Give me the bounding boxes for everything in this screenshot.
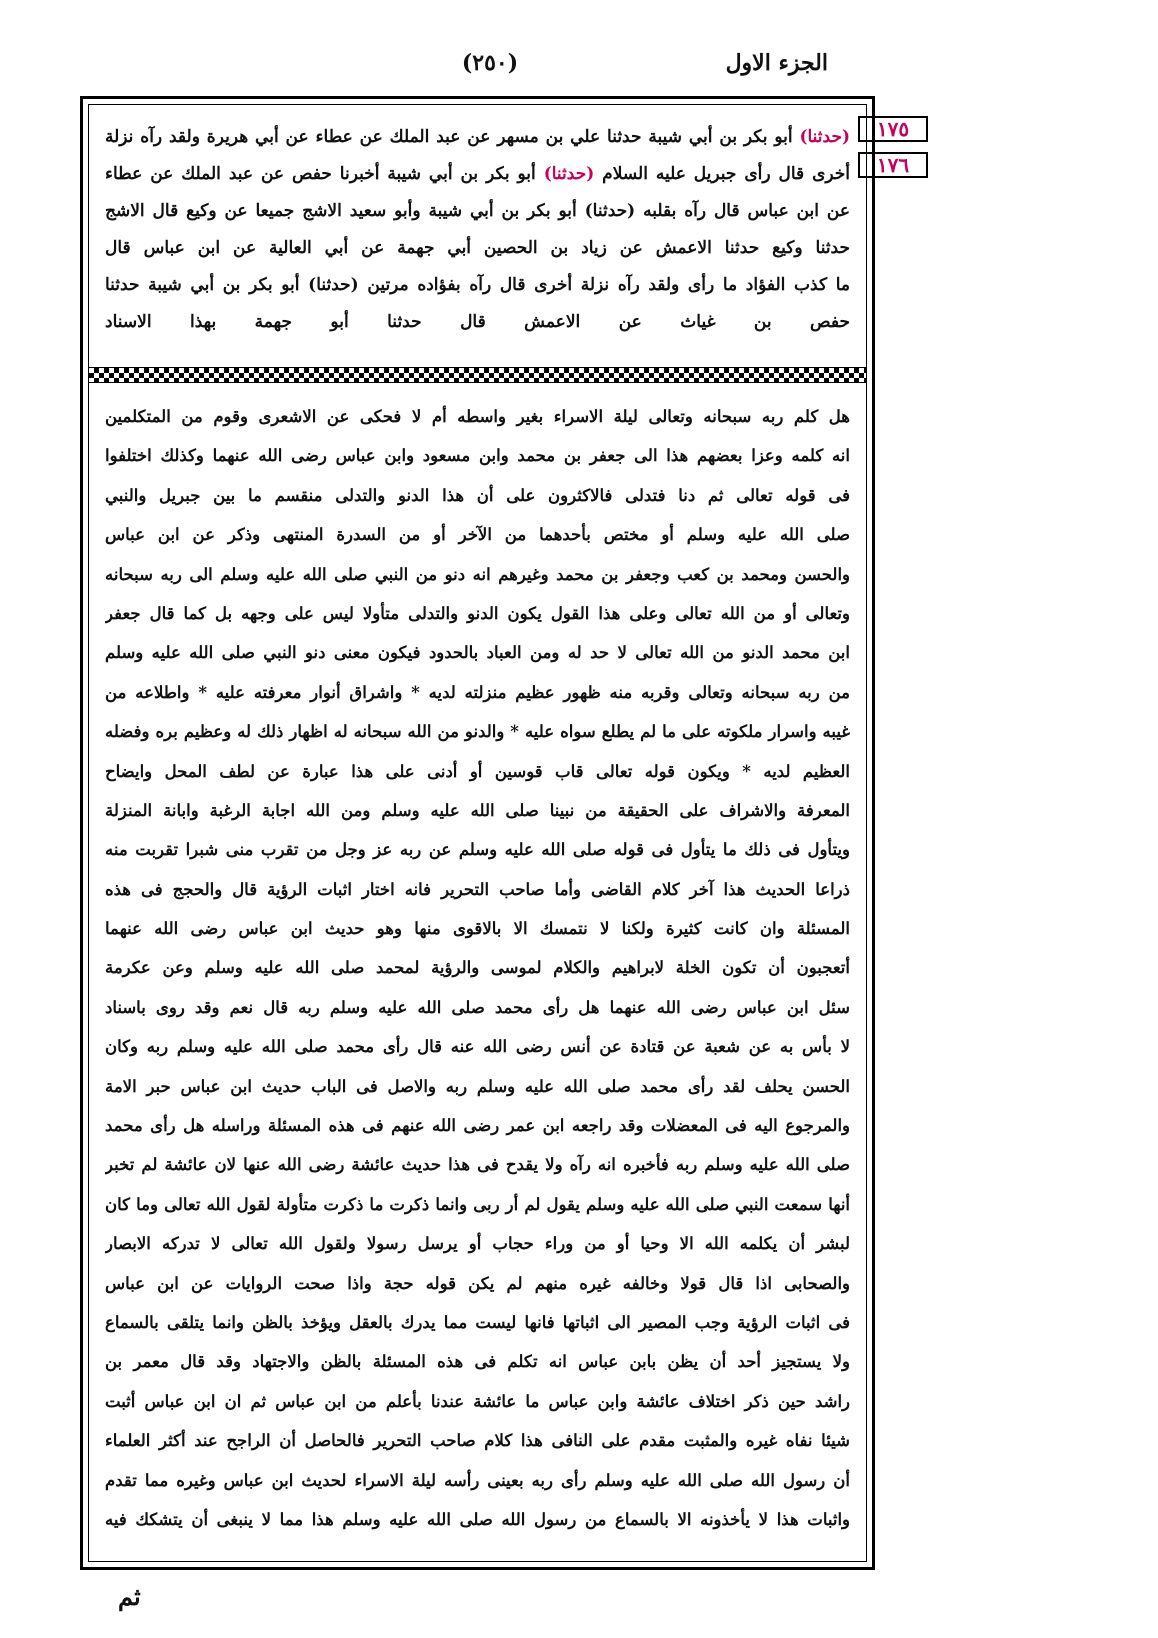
commentary-line: سئل ابن عباس رضى الله عنهما هل رأى محمد صلى الله عليه وسلم ربه قال نعم وقد روى باسناد [105, 997, 850, 1017]
hadith-line [105, 230, 850, 267]
chain-marker: (حدثنا) [799, 127, 850, 147]
commentary-line: انه كلمه وعزا بعضهم هذا الى جعفر بن محمد وابن مسعود وابن عباس رضى الله عنهما وكذلك اختلفوا [105, 446, 850, 466]
hadith-text: أبو بكر بن أبي شيبة أخبرنا حفص عن عبد الملك عن عطاء [105, 164, 544, 184]
hadith-text: حفص بن غياث عن الاعمش قال حدثنا أبو جهمة بهذا الاسناد [105, 312, 850, 332]
commentary-line: أتعجبون أن تكون الخلة لابراهيم والكلام لموسى والرؤية لمحمد صلى الله عليه وسلم وعن عكرمة [105, 958, 850, 978]
part-title: الجزء الاول [725, 50, 828, 76]
commentary-line: صلى الله عليه وسلم أو مختص بأحدهما من الآخر أو من السدرة المنتهى وذكر عن ابن عباس [105, 525, 850, 545]
hadith-line [105, 156, 850, 193]
checkered-divider [89, 367, 866, 383]
commentary-line: لبشر أن يكلمه الله الا وحيا أو من وراء حجاب أو يرسل رسولا ولقول الله تعالى لا تدركه الابصار [105, 1234, 850, 1254]
commentary-line: من ربه سبحانه وتعالى وقربه منه ظهور عظيم منزلته لديه * واشراق أنوار معرفته عليه * واطلاعه من [105, 682, 850, 702]
commentary-line: ولا يستجيز أحد أن يظن بابن عباس انه تكلم فى هذه المسئلة بالظن والاجتهاد وقد قال معمر بن [105, 1352, 850, 1372]
commentary-line: العظيم لديه * ويكون قوله تعالى قاب قوسين أو أدنى على هذا عبارة عن لطف المحل وايضاح [105, 761, 850, 781]
commentary-line: واثبات هذا لا يأخذونه الا بالسماع من رسول الله صلى الله عليه وسلم هذا مما لا ينبغى أن يتشكك فيه [105, 1509, 850, 1529]
hadith-number: ١٧٥ [858, 116, 928, 142]
hadith-line [105, 119, 850, 156]
chain-marker: (حدثنا) [543, 164, 595, 184]
commentary-line: ابن محمد الدنو من الله تعالى لا حد له ومن العباد بالحدود فيكون معنى دنو النبي صلى الله عليه وسلم [105, 643, 850, 663]
commentary-line: والصحابى اذا قال قولا وخالفه غيره منهم لم يكن قوله حجة واذا صحت الروايات عن ابن عباس [105, 1273, 850, 1293]
page-frame [80, 96, 875, 1570]
commentary-line: غيبه واسرار ملكوته على ما لم يطلع سواه عليه * والدنو من الله سبحانه له اظهار ذلك له وعظيم بره وفضله [105, 722, 850, 742]
page-number: (٢٥٠) [461, 50, 519, 76]
commentary-line: أن رسول الله صلى الله عليه وسلم رأى ربه بعينى رأسه ليلة الاسراء لحديث ابن عباس وغيره مما تقدم [105, 1470, 850, 1490]
commentary-line: هل كلم ربه سبحانه وتعالى ليلة الاسراء بغير واسطه أم لا فحكى عن الاشعرى وقوم من المتكلمين [105, 407, 850, 426]
commentary-line: فى اثبات الرؤية وجب المصير الى اثباتها فانها ليست مما يدرك بالعقل ويؤخذ بالظن وانما يتلقى بالسماع [105, 1312, 850, 1332]
page-frame-inner [88, 104, 867, 1562]
hadith-line [105, 267, 850, 304]
hadith-line [105, 304, 850, 341]
commentary-line: صلى الله عليه وسلم ربه فأخبره انه رآه ولا يقدح فى هذا حديث عائشة رضى الله عنها لان عائشة لم تخبر [105, 1155, 850, 1175]
commentary-line: ويتأول فى ذلك ما يتأول فى قوله صلى الله عليه وسلم عن ربه عز وجل من تقرب منى شبرا تقربت منه [105, 840, 850, 860]
commentary-text-block [89, 387, 866, 1561]
commentary-line: والمرجوع اليه فى المعضلات وقد راجعه ابن عمر رضى الله عنهم فى هذه المسئلة وراسله هل رأى محمد [105, 1116, 850, 1136]
hadith-text-block [89, 105, 866, 367]
commentary-line: شيئا نفاه غيره والمثبت مقدم على النافى هذا كلام صاحب التحرير فالحاصل أن الراجح عند أكثر العلماء [105, 1431, 850, 1451]
hadith-text: عن ابن عباس قال رآه بقلبه (حدثنا) أبو بكر بن أبي شيبة وأبو سعيد الاشج جميعا عن وكيع قال الاشج [105, 201, 850, 221]
commentary-line: أنها سمعت النبي صلى الله عليه وسلم يقول لم أر ربى وانما ذكرت ما ذكرت متأولة لقول الله تعالى وما كان [105, 1194, 850, 1214]
hadith-number: ١٧٦ [858, 152, 928, 178]
catchword: ثم [118, 1582, 141, 1611]
hadith-text: أبو بكر بن أبي شيبة حدثنا علي بن مسهر عن عبد الملك عن عطاء عن أبي هريرة ولقد رآه نزلة [105, 127, 800, 147]
commentary-line: وتعالى أو من الله تعالى وعلى هذا القول يكون الدنو والتدلى متأولا ليس على وجهه بل كما قال جعفر [105, 603, 850, 623]
hadith-text: ما كذب الفؤاد ما رأى ولقد رآه نزلة أخرى قال رآه بفؤاده مرتين (حدثنا) أبو بكر بن أبي شيبة حدثنا [105, 275, 850, 295]
commentary-line: لا بأس به عن شعبة عن قتادة عن أنس رضى الله عنه قال رأى محمد صلى الله عليه وسلم ربه وكان [105, 1037, 850, 1057]
hadith-line [105, 193, 850, 230]
hadith-text: أخرى قال رأى جبريل عليه السلام [594, 164, 850, 184]
commentary-line: راشد حين ذكر اختلاف عائشة وابن عباس ما عائشة عندنا بأعلم من ابن عباس ثم ان ابن عباس أثبت [105, 1391, 850, 1411]
commentary-line: والحسن ومحمد بن كعب وجعفر بن محمد وغيرهم انه دنو من النبي صلى الله عليه وسلم الى ربه سبحانه [105, 564, 850, 584]
hadith-text: حدثنا وكيع حدثنا الاعمش عن زياد بن الحصين أبي جهمة عن أبي العالية عن ابن عباس قال [105, 238, 850, 258]
commentary-line: المسئلة وان كانت كثيرة ولكنا لا نتمسك الا بالاقوى منها وهو حديث ابن عباس رضى الله عنهما [105, 919, 850, 939]
commentary-line: فى قوله تعالى ثم دنا فتدلى فالاكثرون على أن هذا الدنو والتدلى منقسم ما بين جبريل والنبي [105, 485, 850, 505]
commentary-line: الحسن يحلف لقد رأى محمد صلى الله عليه وسلم ربه والاصل فى الباب حديث ابن عباس حبر الامة [105, 1076, 850, 1096]
commentary-line: المعرفة والاشراف على الحقيقة من نبينا صلى الله عليه وسلم ومن الله اجابة الرغبة وابانة المنزلة [105, 800, 850, 820]
commentary-line: ذراعا الحديث هذا آخر كلام القاضى وأما صاحب التحرير فانه اختار اثبات الرؤية قال والحجج فى هذه [105, 879, 850, 899]
